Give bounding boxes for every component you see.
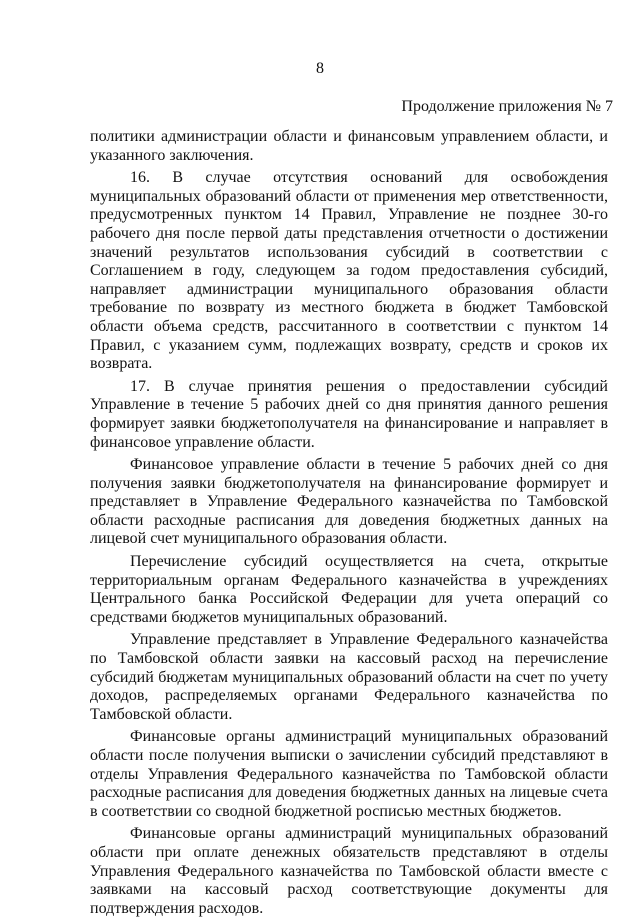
paragraph-municipal-finance: Финансовые органы администраций муниципальных образований области после получения выписки о зачислении субсидий представляют в отделы Управления Федерального казначейства по Тамбовской области расходные расписания для доведения бюджетных данных на лицевые счета в соответствии со сводной бюджетной росписью местных бюджетов. — [90, 728, 608, 820]
paragraph-finance-department: Финансовое управление области в течение 5 рабочих дней со дня получения заявки бюджетополучателя на финансирование формирует и представляет в Управление Федерального казначейства по Тамбовской области расходные расписания для доведения бюджетных данных на лицевой счет муниципального образования области. — [90, 456, 608, 548]
paragraph-cash-requests: Управление представляет в Управление Федерального казначейства по Тамбовской области заявки на кассовый расход на перечисление субсидий бюджетам муниципальных образований области на счет по учету доходов, распределяемых органами Федерального казначейства по Тамбовской области. — [90, 631, 608, 723]
paragraph-17: 17. В случае принятия решения о предоставлении субсидий Управление в течение 5 рабочих дней со дня принятия данного решения формирует заявки бюджетополучателя на финансирование и направляет в финансовое управление области. — [90, 377, 608, 451]
paragraph-transfer: Перечисление субсидий осуществляется на счета, открытые территориальным органам Федерального казначейства в учреждениях Центрального банка Российской Федерации для учета операций со средствами бюджетов муниципальных образований. — [90, 553, 608, 626]
document-body — [90, 128, 608, 922]
paragraph-continued: политики администрации области и финансовым управлением области, и указанного заключения. — [90, 128, 608, 164]
paragraph-16: 16. В случае отсутствия оснований для освобождения муниципальных образований области от применения мер ответственности, предусмотренных пунктом 14 Правил, Управление не позднее 30-го рабочего дня после первой даты представления отчетности о достижении значений результатов использования субсидий в соответствии с Соглашением в году, следующем за годом предоставления субсидий, направляет администрации муниципального образования области требование по возврату из местного бюджета в бюджет Тамбовской области объема средств, рассчитанного в соответствии с пунктом 14 Правил, с указанием сумм, подлежащих возврату, средств и сроков их возврата. — [90, 169, 608, 373]
page-number: 8 — [316, 60, 324, 77]
paragraph-payment-obligations: Финансовые органы администраций муниципальных образований области при оплате денежных обязательств представляют в отделы Управления Федерального казначейства по Тамбовской области вместе с заявками на кассовый расход соответствующие документы для подтверждения расходов. — [90, 825, 608, 917]
appendix-continuation-header: Продолжение приложения № 7 — [401, 98, 613, 115]
